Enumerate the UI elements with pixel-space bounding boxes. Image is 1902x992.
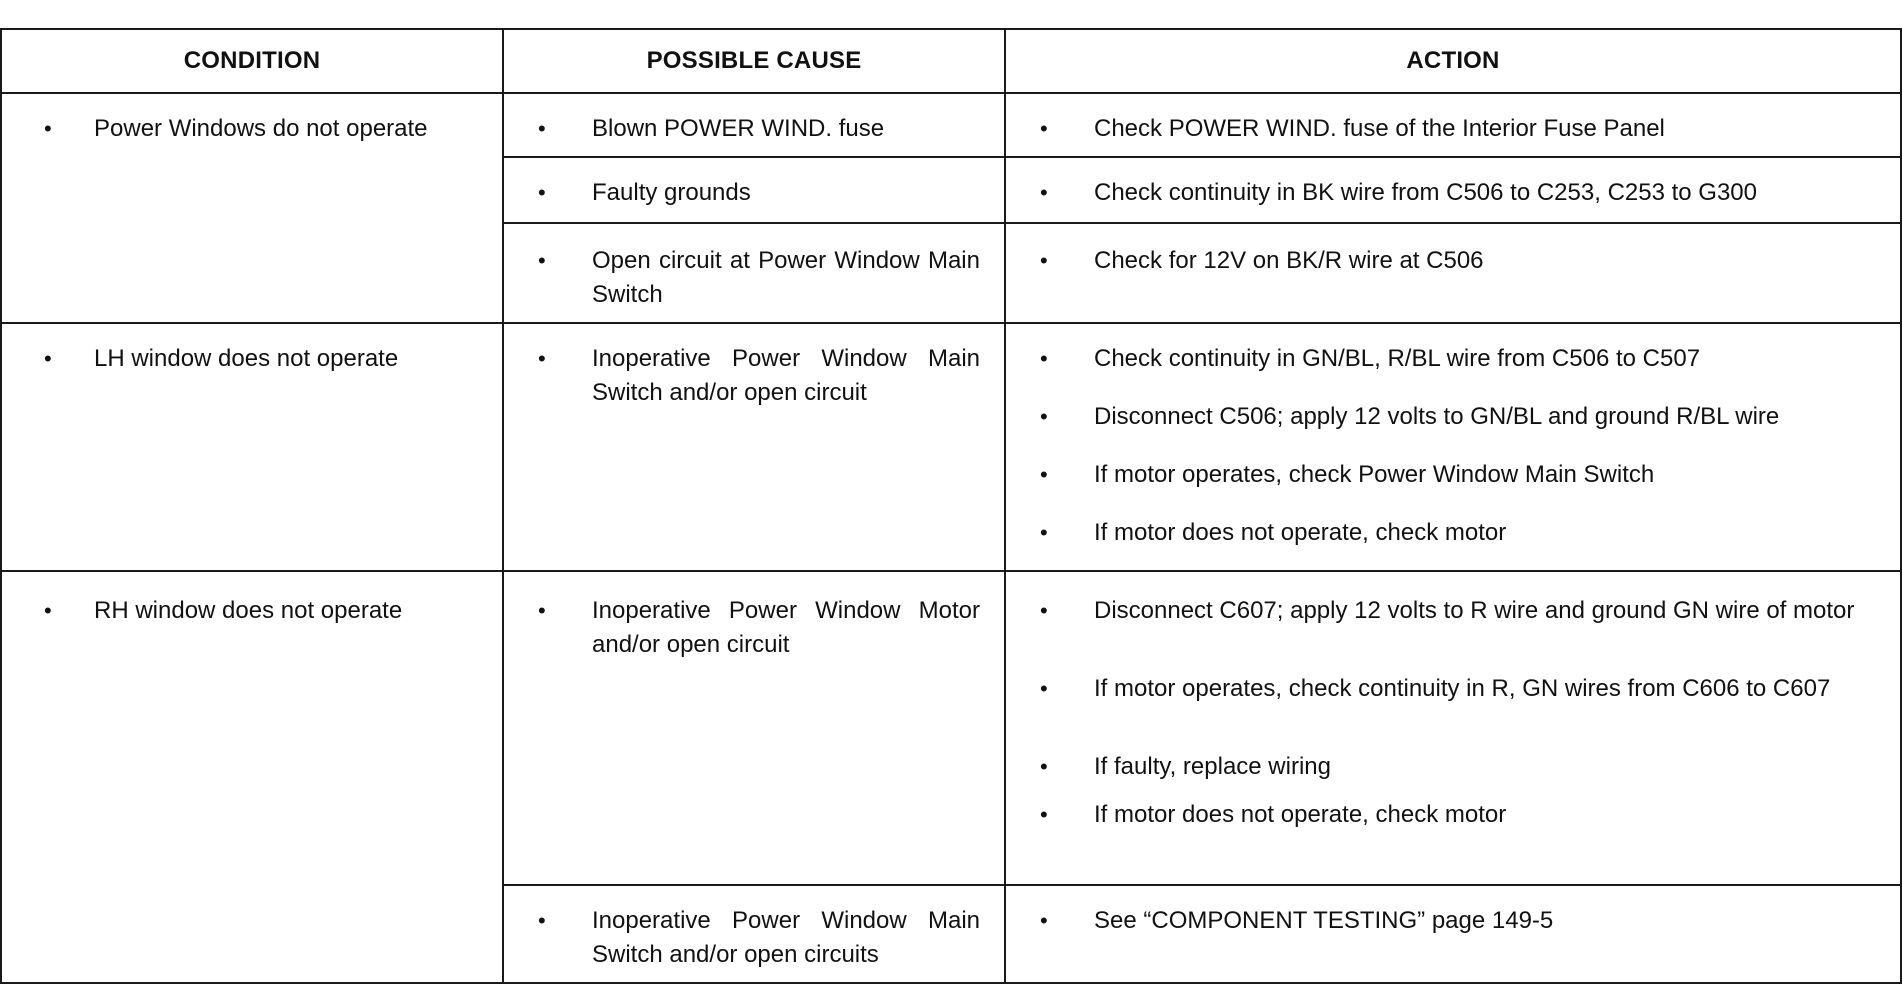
table-row — [2, 324, 1900, 572]
bullet-icon: • — [1040, 754, 1048, 779]
cause-sub — [504, 158, 1004, 224]
bullet-icon: • — [44, 346, 52, 371]
action-text: See “COMPONENT TESTING” page 149-5 — [1094, 907, 1554, 934]
troubleshooting-table — [0, 28, 1902, 984]
condition-text: LH window does not operate — [94, 345, 399, 372]
action-text: If motor does not operate, check motor — [1094, 801, 1507, 828]
bullet-icon: • — [538, 116, 546, 141]
action-cell — [1006, 324, 1900, 570]
bullet-icon: • — [538, 908, 546, 933]
bullet-icon: • — [538, 248, 546, 273]
action-text: Disconnect C607; apply 12 volts to R wire and ground GN wire of motor — [1094, 597, 1855, 624]
bullet-icon: • — [1040, 598, 1048, 623]
table-header — [2, 30, 1900, 94]
bullet-icon: • — [1040, 346, 1048, 371]
cause-text: Blown POWER WIND. fuse — [592, 115, 885, 142]
condition-cell — [2, 572, 504, 982]
action-sub — [1006, 94, 1900, 158]
action-cell — [1006, 94, 1900, 322]
condition-cell — [2, 94, 504, 322]
cause-sub — [504, 94, 1004, 158]
bullet-icon: • — [538, 598, 546, 623]
action-text: Disconnect C506; apply 12 volts to GN/BL and ground R/BL wire — [1094, 403, 1780, 430]
cause-text: Inoperative Power Window Motor and/or open circuit — [592, 597, 980, 658]
bullet-icon: • — [1040, 462, 1048, 487]
condition-text: RH window does not operate — [94, 597, 403, 624]
bullet-icon: • — [1040, 802, 1048, 827]
condition-text: Power Windows do not operate — [94, 115, 428, 142]
bullet-icon: • — [1040, 676, 1048, 701]
action-text: Check for 12V on BK/R wire at C506 — [1094, 247, 1484, 274]
table-row — [2, 94, 1900, 324]
header-condition: CONDITION — [2, 30, 504, 92]
action-text: If motor operates, check Power Window Main Switch — [1094, 461, 1655, 488]
action-text: Check continuity in GN/BL, R/BL wire from C506 to C507 — [1094, 345, 1701, 372]
cause-sub — [504, 886, 1004, 982]
action-text: Check continuity in BK wire from C506 to C253, C253 to G300 — [1094, 179, 1757, 206]
action-text: If motor operates, check continuity in R, GN wires from C606 to C607 — [1094, 675, 1831, 702]
bullet-icon: • — [44, 598, 52, 623]
action-text: Check POWER WIND. fuse of the Interior Fuse Panel — [1094, 115, 1665, 142]
cause-sub — [504, 224, 1004, 324]
cause-cell — [504, 572, 1006, 982]
cause-cell — [504, 94, 1006, 322]
cause-text: Faulty grounds — [592, 179, 751, 206]
header-action: ACTION — [1406, 47, 1500, 74]
bullet-icon: • — [538, 180, 546, 205]
bullet-icon: • — [1040, 404, 1048, 429]
header-possible-cause: POSSIBLE CAUSE — [504, 30, 1006, 92]
cause-text: Open circuit at Power Window Main Switch — [592, 247, 980, 308]
action-sub — [1006, 158, 1900, 224]
bullet-icon: • — [1040, 116, 1048, 141]
bullet-icon: • — [1040, 520, 1048, 545]
condition-cell — [2, 324, 504, 570]
action-text: If faulty, replace wiring — [1094, 753, 1331, 780]
bullet-icon: • — [1040, 180, 1048, 205]
action-cell — [1006, 572, 1900, 982]
cause-sub — [504, 572, 1004, 886]
action-text: If motor does not operate, check motor — [1094, 519, 1507, 546]
cause-cell — [504, 324, 1006, 570]
bullet-icon: • — [44, 116, 52, 141]
action-sub — [1006, 224, 1900, 324]
table-row — [2, 572, 1900, 982]
bullet-icon: • — [538, 346, 546, 371]
bullet-icon: • — [1040, 908, 1048, 933]
action-sub — [1006, 572, 1900, 886]
cause-text: Inoperative Power Window Main Switch and/or open circuit — [592, 345, 980, 406]
cause-text: Inoperative Power Window Main Switch and/or open circuits — [592, 907, 980, 968]
bullet-icon: • — [1040, 248, 1048, 273]
action-sub — [1006, 886, 1900, 982]
